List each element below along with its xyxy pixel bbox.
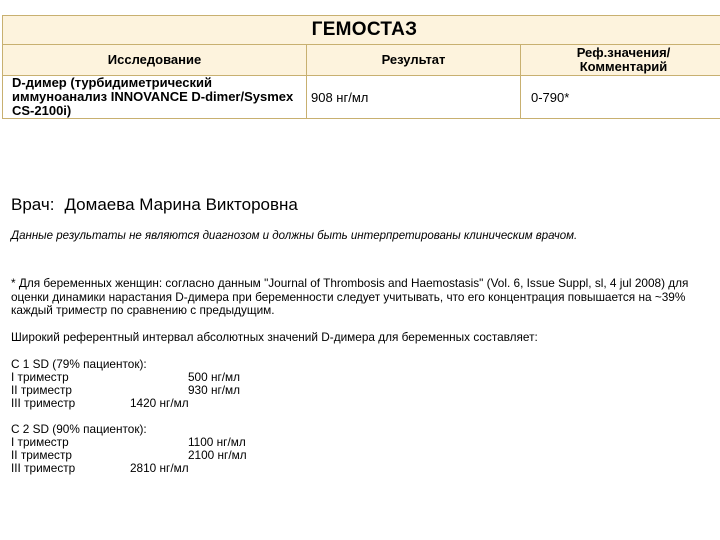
group-2-trimester-2-label: II триместр	[11, 448, 72, 462]
header-result: Результат	[307, 45, 521, 76]
group-1-trimester-1-value: 500 нг/мл	[188, 370, 241, 384]
header-reference: Реф.значения/ Комментарий	[521, 45, 720, 76]
group-1-title: С 1 SD (79% пациенток):	[11, 357, 147, 371]
group-2-trimester-3-value: 2810 нг/мл	[130, 461, 189, 475]
section-title: ГЕМОСТАЗ	[3, 16, 720, 45]
hemostasis-table	[2, 15, 720, 119]
group-2-trimester-3-label: III триместр	[11, 461, 76, 475]
test-name-cell: D-димер (турбидиметрический иммуноанализ INNOVANCE D-dimer/Sysmex CS-2100i)	[3, 76, 307, 119]
group-1-trimester-3-value: 1420 нг/мл	[130, 396, 189, 410]
doctor-label: Врач:	[11, 195, 55, 214]
doctor-line	[11, 195, 298, 215]
group-2-trimester-1-label: I триместр	[11, 435, 69, 449]
wide-interval-text: Широкий референтный интервал абсолютных значений D-димера для беременных составляет:	[11, 330, 538, 344]
group-1-trimester-2-value: 930 нг/мл	[188, 383, 241, 397]
table-row	[3, 76, 720, 119]
group-1-trimester-1-label: I триместр	[11, 370, 69, 384]
disclaimer-text: Данные результаты не являются диагнозом и должны быть интерпретированы клиническим врачом.	[11, 230, 578, 242]
pregnancy-note: * Для беременных женщин: согласно данным "Journal of Thrombosis and Haemostasis" (Vol. 6, Issue Suppl, sl, 4 jul 2008) для оценки динамики нарастания D-димера при беременности следует учитывать, что его концентрация повышается на ~39% каждый триместр по сравнению с предыдущим.	[11, 276, 689, 317]
reference-cell: 0-790*	[521, 76, 720, 119]
group-2-trimester-2-value: 2100 нг/мл	[188, 448, 247, 462]
header-test: Исследование	[3, 45, 307, 76]
group-1-trimester-2-label: II триместр	[11, 383, 72, 397]
doctor-name: Домаева Марина Викторовна	[64, 195, 298, 214]
group-1-trimester-3-label: III триместр	[11, 396, 76, 410]
group-2-title: С 2 SD (90% пациенток):	[11, 422, 147, 436]
table-header-row	[3, 45, 720, 76]
group-2-trimester-1-value: 1100 нг/мл	[188, 435, 246, 449]
result-cell: 908 нг/мл	[307, 76, 521, 119]
